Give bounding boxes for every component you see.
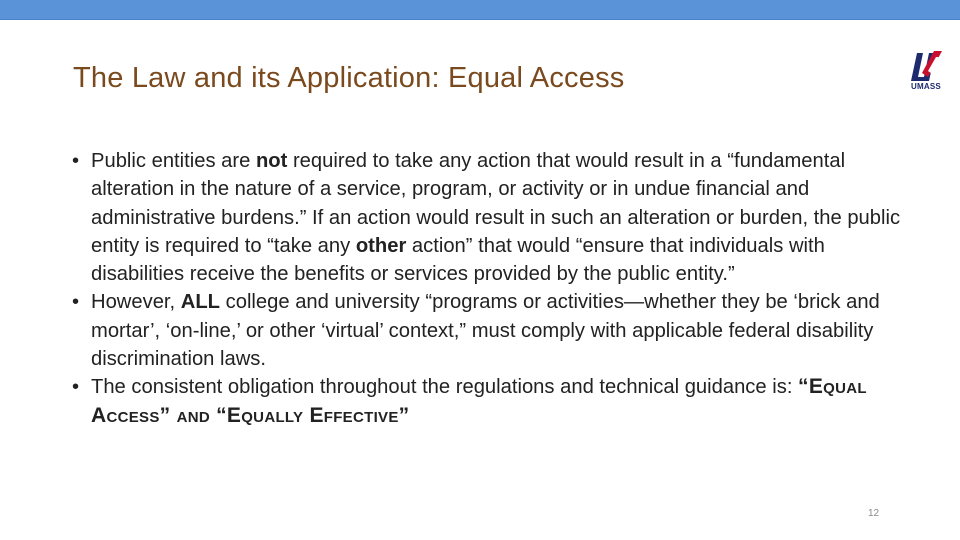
bullet-item [72,288,902,373]
emphasis-not: not [255,150,288,172]
bullet-text: required to take any action that would result in a “fundamental alteration in the nature of a service, program, or activity or in undue financial and administrative burdens.” If an action would result in such an alteration or burden, the public entity is required to “take any [91,150,901,257]
bullet-list [72,147,902,430]
bullet-text: action” that would “ensure that individuals with disabilities receive the benefits or services provided by the public entity.” [91,234,825,286]
logo-wordmark: UMASS [911,82,941,91]
bullet-text: Public entities are [91,150,256,172]
bullet-text: However, [91,291,181,314]
emphasis-equal-access: “Equal Access” and “Equally Effective” [91,375,867,427]
bullet-text: The consistent obligation throughout the regulations and technical guidance is: [91,376,799,399]
top-bar [0,0,960,20]
bullet-dot: • [72,291,80,314]
bullet-dot: • [72,150,80,172]
slide-title: The Law and its Application: Equal Access [73,62,625,94]
bullet-item [72,147,902,288]
bullet-item [72,373,902,430]
page-number: 12 [868,508,880,519]
bullet-dot: • [72,376,80,399]
emphasis-all: ALL [180,291,221,314]
emphasis-other: other [355,234,407,257]
bullet-text: college and university “programs or activities—whether they be ‘brick and mortar’, ‘on-line,’ or other ‘virtual’ context,” must comply with applicable federal disability discrimination laws. [91,291,880,371]
